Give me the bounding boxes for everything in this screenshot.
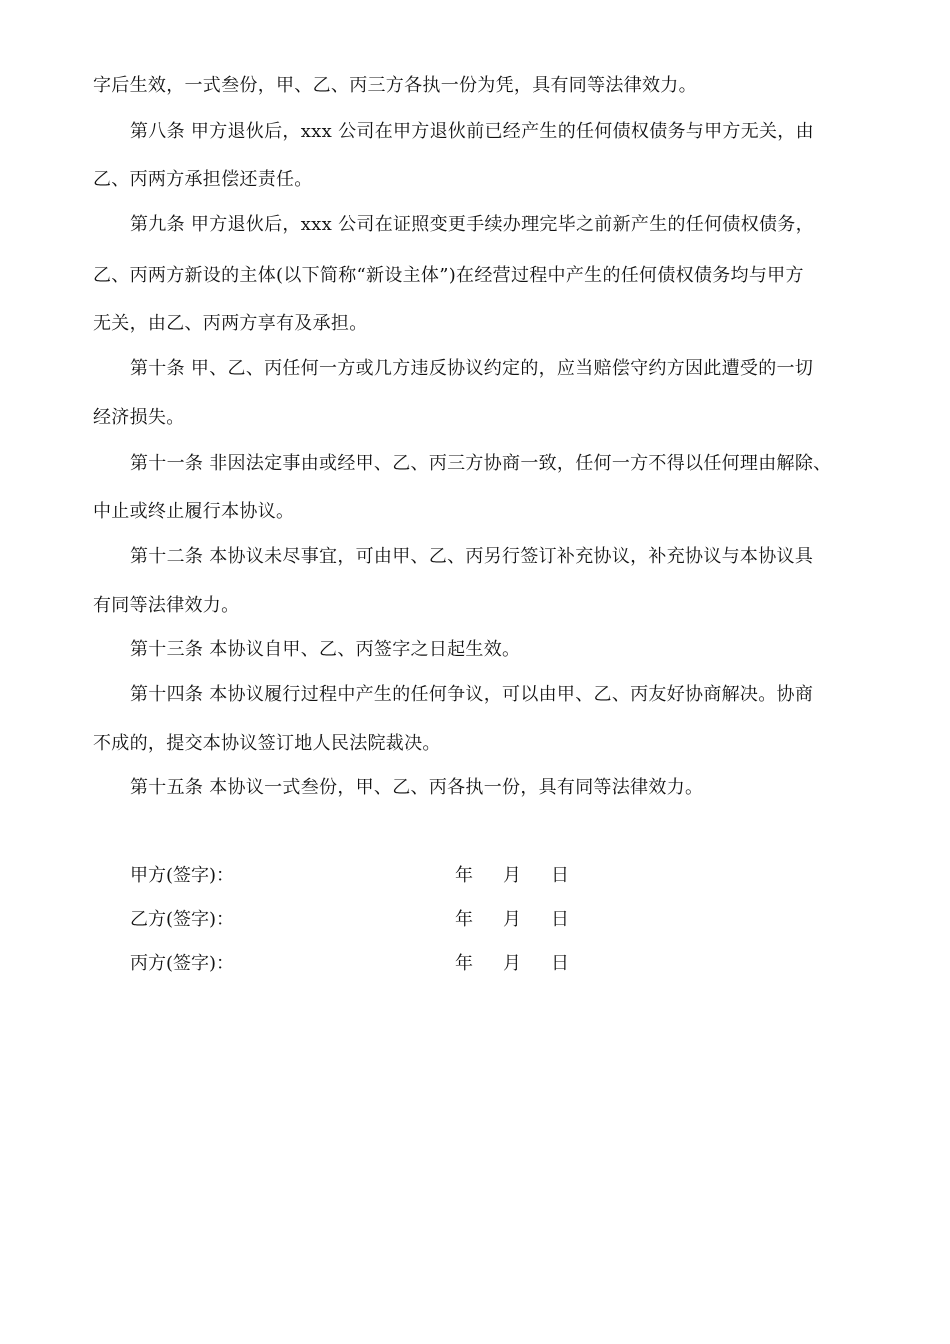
signature-date-party-c bbox=[455, 952, 569, 976]
article-12: 第十二条 本协议未尽事宜，可由甲、乙、丙另行签订补充协议，补充协议与本协议具 bbox=[130, 546, 814, 567]
signature-label-party-a: 甲方(签字)： bbox=[130, 865, 235, 886]
signature-date-party-a bbox=[455, 864, 569, 888]
date-year: 年 bbox=[455, 865, 473, 886]
article-14: 第十四条 本协议履行过程中产生的任何争议，可以由甲、乙、丙友好协商解决。协商 bbox=[130, 684, 814, 705]
text-line: 中止或终止履行本协议。 bbox=[93, 501, 295, 522]
signature-date-party-b bbox=[455, 908, 569, 932]
text-line: 有同等法律效力。 bbox=[93, 595, 240, 616]
text-line: 乙、丙两方新设的主体(以下简称“新设主体”)在经营过程中产生的任何债权债务均与甲方 bbox=[93, 265, 804, 286]
date-month: 月 bbox=[503, 909, 521, 930]
article-8: 第八条 甲方退伙后，xxx 公司在甲方退伙前已经产生的任何债权债务与甲方无关，由 bbox=[130, 121, 814, 142]
text-line: 无关，由乙、丙两方享有及承担。 bbox=[93, 313, 368, 334]
text-line: 字后生效，一式叁份，甲、乙、丙三方各执一份为凭，具有同等法律效力。 bbox=[93, 75, 697, 96]
date-month: 月 bbox=[503, 953, 521, 974]
article-9: 第九条 甲方退伙后，xxx 公司在证照变更手续办理完毕之前新产生的任何债权债务， bbox=[130, 214, 814, 235]
date-year: 年 bbox=[455, 909, 473, 930]
text-line: 不成的，提交本协议签订地人民法院裁决。 bbox=[93, 733, 441, 754]
date-day: 日 bbox=[551, 953, 569, 974]
article-10: 第十条 甲、乙、丙任何一方或几方违反协议约定的，应当赔偿守约方因此遭受的一切 bbox=[130, 358, 814, 379]
article-13: 第十三条 本协议自甲、乙、丙签字之日起生效。 bbox=[130, 639, 521, 660]
date-year: 年 bbox=[455, 953, 473, 974]
date-day: 日 bbox=[551, 865, 569, 886]
date-month: 月 bbox=[503, 865, 521, 886]
article-11: 第十一条 非因法定事由或经甲、乙、丙三方协商一致，任何一方不得以任何理由解除、 bbox=[130, 453, 832, 474]
text-line: 乙、丙两方承担偿还责任。 bbox=[93, 169, 313, 190]
signature-label-party-b: 乙方(签字)： bbox=[130, 909, 235, 930]
signature-label-party-c: 丙方(签字)： bbox=[130, 953, 235, 974]
article-15: 第十五条 本协议一式叁份，甲、乙、丙各执一份，具有同等法律效力。 bbox=[130, 777, 704, 798]
date-day: 日 bbox=[551, 909, 569, 930]
text-line: 经济损失。 bbox=[93, 407, 185, 428]
